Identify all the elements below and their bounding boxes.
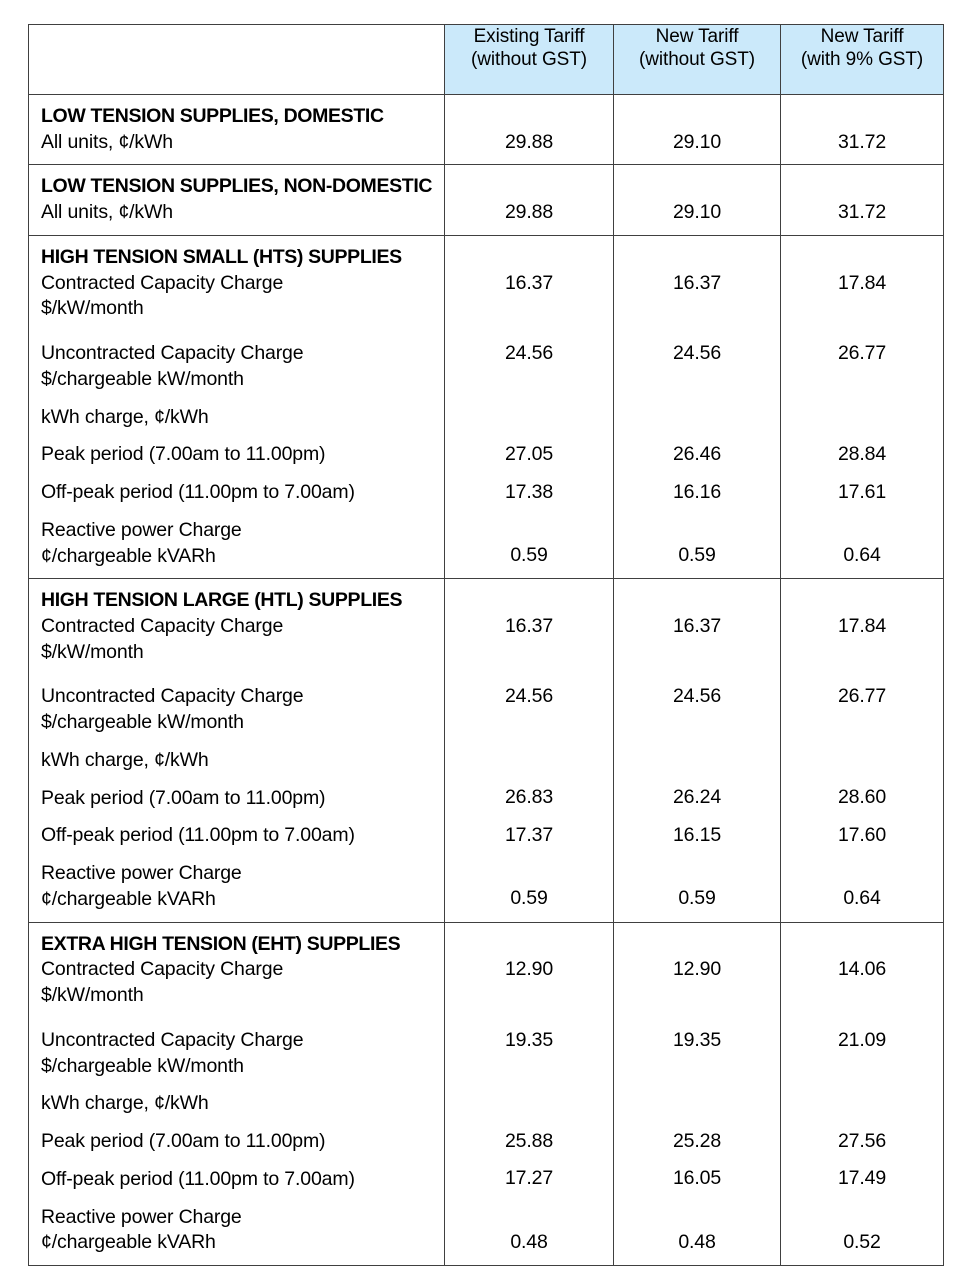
value xyxy=(445,367,613,393)
electricity-tariff-table xyxy=(28,24,944,1266)
row-label: Reactive power Charge xyxy=(41,862,242,885)
value xyxy=(614,404,780,430)
row-label: ¢/chargeable kVARh xyxy=(41,544,216,567)
value: 0.52 xyxy=(843,1230,881,1253)
row-value-cell-2 xyxy=(614,922,781,1265)
value: 0.59 xyxy=(510,887,548,910)
value: 16.37 xyxy=(672,271,722,294)
value: 26.24 xyxy=(672,786,722,809)
value-spacer xyxy=(614,588,780,614)
row-value-cell-3 xyxy=(781,922,944,1265)
row-label: Reactive power Charge xyxy=(41,1205,242,1228)
value-spacer xyxy=(614,104,780,130)
table-row xyxy=(29,922,944,1265)
value: 24.56 xyxy=(504,685,554,708)
header-line-1: New Tariff xyxy=(820,26,904,47)
value xyxy=(445,710,613,736)
value xyxy=(445,1204,613,1230)
section-title: EXTRA HIGH TENSION (EHT) SUPPLIES xyxy=(41,932,401,955)
value xyxy=(781,861,943,887)
value: 16.37 xyxy=(504,271,554,294)
row-description-cell xyxy=(29,235,445,578)
value: 16.37 xyxy=(504,614,554,637)
row-value-cell-1 xyxy=(445,922,614,1265)
row-label: Contracted Capacity Charge xyxy=(41,615,284,638)
value: 17.60 xyxy=(837,824,887,847)
value xyxy=(614,517,780,543)
value-spacer xyxy=(781,245,943,271)
value xyxy=(614,861,780,887)
value: 12.90 xyxy=(672,958,722,981)
row-label: Off-peak period (11.00pm to 7.00am) xyxy=(41,824,355,847)
value xyxy=(781,1091,943,1117)
value xyxy=(445,861,613,887)
value xyxy=(445,517,613,543)
value: 29.10 xyxy=(672,201,722,224)
row-label: Uncontracted Capacity Charge xyxy=(41,342,304,365)
value: 19.35 xyxy=(672,1028,722,1051)
value-spacer xyxy=(781,174,943,200)
value: 0.59 xyxy=(678,544,716,567)
value: 17.49 xyxy=(837,1167,887,1190)
header-line-2: (without GST) xyxy=(639,49,755,71)
row-value-cell-3 xyxy=(781,95,944,165)
row-label: $/chargeable kW/month xyxy=(41,1054,244,1077)
value-spacer xyxy=(445,245,613,271)
value xyxy=(614,1204,780,1230)
row-value-cell-2 xyxy=(614,95,781,165)
value xyxy=(445,748,613,774)
value-spacer xyxy=(614,174,780,200)
value: 19.35 xyxy=(504,1028,554,1051)
value: 17.27 xyxy=(504,1167,554,1190)
header-row xyxy=(29,25,944,95)
value xyxy=(445,1091,613,1117)
header-line-2: (with 9% GST) xyxy=(800,49,924,71)
value: 16.05 xyxy=(672,1167,722,1190)
table-header xyxy=(29,25,944,95)
row-label: Off-peak period (11.00pm to 7.00am) xyxy=(41,1167,355,1190)
row-label: $/kW/month xyxy=(41,640,144,663)
value: 0.64 xyxy=(843,887,881,910)
row-label: $/kW/month xyxy=(41,984,144,1007)
value-spacer xyxy=(614,245,780,271)
value xyxy=(781,404,943,430)
value: 16.16 xyxy=(672,480,722,503)
value: 14.06 xyxy=(837,958,887,981)
value: 0.48 xyxy=(678,1230,716,1253)
value-spacer xyxy=(445,932,613,958)
header-line-2: (without GST) xyxy=(471,49,587,71)
section-title: LOW TENSION SUPPLIES, DOMESTIC xyxy=(41,105,384,127)
value: 0.48 xyxy=(510,1230,548,1253)
table-row xyxy=(29,235,944,578)
value: 17.38 xyxy=(504,480,554,503)
row-label: Uncontracted Capacity Charge xyxy=(41,685,304,708)
value xyxy=(781,748,943,774)
value-spacer xyxy=(781,588,943,614)
row-label: kWh charge, ¢/kWh xyxy=(41,1092,209,1115)
value xyxy=(614,296,780,322)
section-title: LOW TENSION SUPPLIES, NON-DOMESTIC xyxy=(41,175,433,198)
table-body xyxy=(29,95,944,1266)
row-value-cell-2 xyxy=(614,235,781,578)
row-label: ¢/chargeable kVARh xyxy=(41,1231,216,1254)
row-value-cell-3 xyxy=(781,579,944,922)
value: 0.64 xyxy=(843,544,881,567)
row-value-cell-1 xyxy=(445,95,614,165)
table-row xyxy=(29,579,944,922)
value xyxy=(781,640,943,666)
value: 17.37 xyxy=(504,824,554,847)
row-value-cell-3 xyxy=(781,235,944,578)
header-cell-existing-tariff xyxy=(445,25,614,95)
row-value-cell-1 xyxy=(445,165,614,235)
table-row xyxy=(29,95,944,165)
value: 25.28 xyxy=(672,1129,722,1152)
row-label: Uncontracted Capacity Charge xyxy=(41,1028,304,1051)
value xyxy=(445,404,613,430)
value: 17.84 xyxy=(837,271,887,294)
value: 17.61 xyxy=(837,480,887,503)
row-label: $/chargeable kW/month xyxy=(41,367,244,390)
value-spacer xyxy=(781,932,943,958)
header-cell-description xyxy=(29,25,445,95)
row-value-cell-1 xyxy=(445,579,614,922)
section-title: HIGH TENSION SMALL (HTS) SUPPLIES xyxy=(41,245,402,268)
value: 27.56 xyxy=(837,1129,887,1152)
value: 26.77 xyxy=(837,685,887,708)
row-label: Off-peak period (11.00pm to 7.00am) xyxy=(41,481,355,504)
row-label: Peak period (7.00am to 11.00pm) xyxy=(41,443,326,466)
value xyxy=(781,710,943,736)
row-label: Contracted Capacity Charge xyxy=(41,271,284,294)
value: 31.72 xyxy=(837,201,887,224)
value-spacer xyxy=(614,932,780,958)
value: 21.09 xyxy=(837,1028,887,1051)
value xyxy=(781,296,943,322)
row-description-cell xyxy=(29,922,445,1265)
row-description-cell xyxy=(29,95,445,165)
value: 28.84 xyxy=(837,443,887,466)
value xyxy=(445,640,613,666)
value: 24.56 xyxy=(504,342,554,364)
value-spacer xyxy=(445,588,613,614)
value: 26.46 xyxy=(672,443,722,466)
value: 24.56 xyxy=(672,685,722,708)
row-value-cell-2 xyxy=(614,165,781,235)
value-spacer xyxy=(445,104,613,130)
section-title: HIGH TENSION LARGE (HTL) SUPPLIES xyxy=(41,589,403,612)
row-label: Peak period (7.00am to 11.00pm) xyxy=(41,1130,326,1153)
row-label: $/kW/month xyxy=(41,297,144,320)
row-label: Peak period (7.00am to 11.00pm) xyxy=(41,786,326,809)
value xyxy=(614,710,780,736)
row-value-cell-3 xyxy=(781,165,944,235)
value xyxy=(614,748,780,774)
value xyxy=(781,983,943,1009)
value: 27.05 xyxy=(504,443,554,466)
row-label: kWh charge, ¢/kWh xyxy=(41,405,209,428)
value xyxy=(614,367,780,393)
value xyxy=(781,1053,943,1079)
value xyxy=(445,1053,613,1079)
value xyxy=(614,1053,780,1079)
value xyxy=(781,1204,943,1230)
value: 29.10 xyxy=(672,130,722,153)
value: 16.37 xyxy=(672,614,722,637)
value: 25.88 xyxy=(504,1129,554,1152)
header-line-1: New Tariff xyxy=(655,26,739,47)
value: 31.72 xyxy=(837,130,887,153)
value: 12.90 xyxy=(504,958,554,981)
row-label: All units, ¢/kWh xyxy=(41,130,173,153)
value: 26.77 xyxy=(837,342,887,364)
row-value-cell-2 xyxy=(614,579,781,922)
header-cell-new-tariff-with-gst xyxy=(781,25,944,95)
value xyxy=(614,983,780,1009)
row-description-cell xyxy=(29,579,445,922)
row-label: $/chargeable kW/month xyxy=(41,711,244,734)
value: 0.59 xyxy=(678,887,716,910)
value: 24.56 xyxy=(672,342,722,364)
value-spacer xyxy=(445,174,613,200)
value xyxy=(614,640,780,666)
row-label: All units, ¢/kWh xyxy=(41,201,173,224)
row-label: ¢/chargeable kVARh xyxy=(41,887,216,910)
value: 16.15 xyxy=(672,824,722,847)
row-value-cell-1 xyxy=(445,235,614,578)
value: 26.83 xyxy=(504,786,554,809)
row-label: kWh charge, ¢/kWh xyxy=(41,748,209,771)
value: 29.88 xyxy=(504,201,554,224)
value xyxy=(445,983,613,1009)
value-spacer xyxy=(781,104,943,130)
value xyxy=(614,1091,780,1117)
value: 17.84 xyxy=(837,614,887,637)
value xyxy=(781,367,943,393)
row-description-cell xyxy=(29,165,445,235)
row-label: Contracted Capacity Charge xyxy=(41,958,284,981)
row-label: Reactive power Charge xyxy=(41,518,242,541)
header-line-1: Existing Tariff xyxy=(473,26,585,47)
header-cell-new-tariff-without-gst xyxy=(614,25,781,95)
value: 28.60 xyxy=(837,786,887,809)
value xyxy=(781,517,943,543)
value: 29.88 xyxy=(504,130,554,153)
value: 0.59 xyxy=(510,544,548,567)
value xyxy=(445,296,613,322)
table-row xyxy=(29,165,944,235)
